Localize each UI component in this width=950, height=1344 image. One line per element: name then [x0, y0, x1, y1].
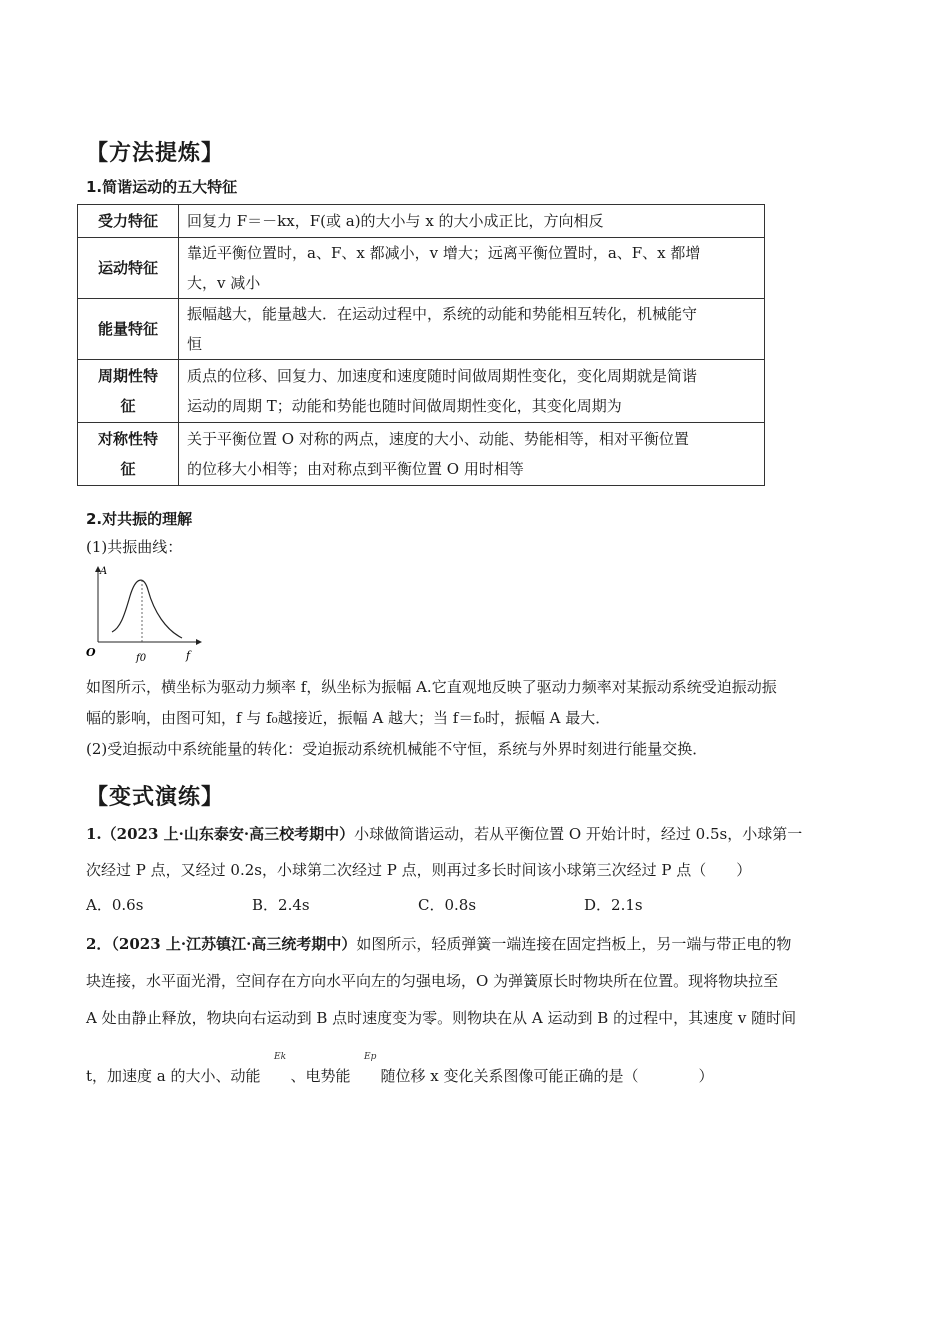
- row-key: 对称性特征: [78, 423, 179, 486]
- row-value: 回复力 F＝－kx，F(或 a)的大小与 x 的大小成正比，方向相反: [179, 205, 765, 238]
- section-2-title: 2.对共振的理解: [86, 510, 193, 528]
- row-key: 能量特征: [78, 299, 179, 360]
- peak-frequency-label: f0: [136, 653, 147, 664]
- table-row: [78, 423, 765, 486]
- row-value: 关于平衡位置 O 对称的两点，速度的大小、动能、势能相等，相对平衡位置 的位移大小相等；由对称点到平衡位置 O 用时相等: [179, 423, 765, 486]
- x-axis-arrow: [196, 639, 202, 645]
- origin-label: O: [86, 646, 96, 659]
- kinetic-energy-symbol: Ek: [274, 1052, 287, 1062]
- resonance-curve-diagram: [84, 562, 204, 666]
- question-2-last-line: t，加速度 a 的大小、动能 、电势能 随位移 x 变化关系图像可能正确的是（ ）: [86, 1067, 714, 1085]
- row-key: 受力特征: [78, 205, 179, 238]
- row-value: 靠近平衡位置时，a、F、x 都减小，v 增大；远离平衡位置时，a、F、x 都增 大，v 减小: [179, 238, 765, 299]
- table-row: [78, 205, 765, 238]
- row-key: 运动特征: [78, 238, 179, 299]
- question-1: 1.（2023 上·山东泰安·高三校考期中）小球做简谐运动，若从平衡位置 O 开始计时，经过 0.5s，小球第一 次经过 P 点，又经过 0.2s，小球第二次经过 P 点，则再过多长时间该小球第三次经过 P 点（ ）: [86, 825, 803, 879]
- resonance-curve-intro: (1)共振曲线：: [86, 538, 183, 556]
- question-2: 2．（2023 上·江苏镇江·高三统考期中）如图所示，轻质弹簧一端连接在固定挡板上，另一端与带正电的物 块连接，水平面光滑，空间存在方向水平向左的匀强电场，O 为弹簧原长时物块所在位置。现将物块拉至 A 处由静止释放，物块向右运动到 B 点时速度变为零。则物块在从 A 运动到 B 的过程中，其速度 v 随时间: [86, 935, 797, 1027]
- resonance-curve: [112, 580, 182, 638]
- potential-energy-symbol: Ep: [364, 1052, 377, 1062]
- table-row: [78, 299, 765, 360]
- resonance-explanation: 如图所示，横坐标为驱动力频率 f，纵坐标为振幅 A.它直观地反映了驱动力频率对某振动系统受迫振动振 幅的影响，由图可知，f 与 f₀越接近，振幅 A 越大；当 f＝f₀时，振幅 A 最大．: [86, 678, 777, 727]
- forced-vibration-energy: (2)受迫振动中系统能量的转化：受迫振动系统机械能不守恒，系统与外界时刻进行能量交换．: [86, 740, 708, 758]
- table-row: [78, 360, 765, 423]
- q1-option-b: B．2.4s: [252, 896, 310, 914]
- q1-option-d: D．2.1s: [584, 896, 643, 914]
- shm-features-table: [77, 204, 765, 486]
- y-axis-label: A: [100, 566, 108, 577]
- row-value: 质点的位移、回复力、加速度和速度随时间做周期性变化，变化周期就是简谐 运动的周期 T；动能和势能也随时间做周期性变化，其变化周期为: [179, 360, 765, 423]
- row-key: 周期性特征: [78, 360, 179, 423]
- practice-heading: 【变式演练】: [86, 785, 225, 810]
- section-1-title: 1.简谐运动的五大特征: [86, 178, 238, 196]
- table-row: [78, 238, 765, 299]
- method-heading: 【方法提炼】: [86, 141, 225, 166]
- row-value: 振幅越大，能量越大．在运动过程中，系统的动能和势能相互转化，机械能守 恒: [179, 299, 765, 360]
- x-axis-label: f: [186, 649, 191, 662]
- q1-option-a: A．0.6s: [86, 896, 144, 914]
- q1-option-c: C．0.8s: [418, 896, 477, 914]
